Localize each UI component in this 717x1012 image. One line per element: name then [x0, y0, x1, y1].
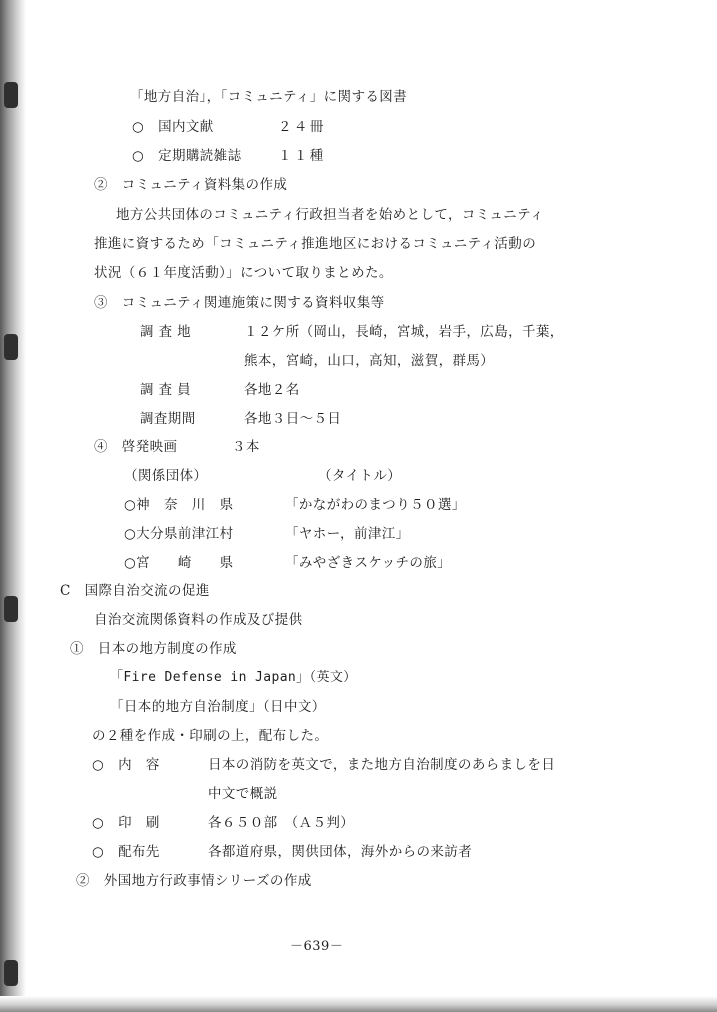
field-value: 各６５０部 （Ａ５判） [208, 815, 355, 831]
field-value: 各地２名 [244, 382, 300, 398]
field-value: ３本 [232, 439, 260, 455]
binder-hole [4, 82, 18, 108]
list-item-label: ○ 国内文献 [132, 119, 214, 135]
text-line: 「地方自治」，「コミュニティ」に関する図書 [130, 89, 408, 105]
field-value: 熊本，宮崎，山口，高知，滋賀，群馬） [244, 353, 495, 369]
table-cell: 「かながわのまつり５０選」 [285, 497, 466, 513]
list-item-value: ２４冊 [278, 119, 326, 135]
section-heading: ① 日本の地方制度の作成 [70, 641, 237, 657]
table-cell: 「ヤホー，前津江」 [285, 526, 410, 542]
field-value: 中文で概説 [208, 786, 278, 802]
section-heading: ③ コミュニティ関連施策に関する資料収集等 [94, 295, 385, 311]
column-header: （関係団体） [124, 468, 208, 484]
paragraph-line: 状況（６１年度活動）」について取りまとめた。 [94, 265, 393, 281]
binder-hole [4, 960, 18, 986]
paragraph-line: 推進に資するため「コミュニティ推進地区におけるコミュニティ活動の [94, 236, 537, 252]
list-item-label: ○ 定期購読雑誌 [132, 148, 242, 164]
field-value: 各都道府県，関供団体，海外からの来訪者 [208, 844, 473, 860]
table-cell: ○宮 崎 県 [124, 555, 234, 571]
table-cell: ○神 奈 川 県 [124, 497, 234, 513]
table-cell: 「みやざきスケッチの旅」 [285, 555, 452, 571]
field-label: ○ 印 刷 [92, 815, 160, 831]
text-line: 「日本的地方自治制度」（日中文） [110, 699, 326, 715]
field-label: ○ 内 容 [92, 757, 160, 773]
scan-shadow-left [0, 0, 26, 1012]
section-heading: ② 外国地方行政事情シリーズの作成 [76, 873, 312, 889]
field-label: 調 査 員 [140, 382, 192, 398]
field-label: 調 査 地 [140, 324, 192, 340]
field-label: ○ 配布先 [92, 844, 160, 860]
field-label: 調査期間 [140, 411, 196, 427]
section-heading: ④ 啓発映画 [94, 439, 178, 455]
text-line: 自治交流関係資料の作成及び提供 [94, 612, 303, 628]
field-value: １２ケ所（岡山，長崎，宮城，岩手，広島，千葉， [244, 324, 564, 340]
paragraph-line: 地方公共団体のコミュニティ行政担当者を始めとして，コミュニティ [116, 207, 544, 223]
binder-hole [4, 596, 18, 622]
text-line: 「Fire Defense in Japan」（英文） [110, 670, 357, 685]
section-heading: ② コミュニティ資料集の作成 [94, 177, 288, 193]
list-item-value: １１種 [278, 148, 326, 164]
binder-hole [4, 334, 18, 360]
chapter-heading: C 国際自治交流の促進 [60, 583, 210, 599]
page-number: －639－ [290, 939, 344, 954]
field-value: 各地３日～５日 [244, 411, 342, 427]
table-cell: ○大分県前津江村 [124, 526, 234, 542]
text-line: の２種を作成・印刷の上，配布した。 [92, 728, 329, 744]
field-value: 日本の消防を英文で，また地方自治制度のあらましを日 [208, 757, 556, 773]
scan-shadow-bottom [0, 996, 717, 1012]
column-header: （タイトル） [318, 468, 402, 484]
